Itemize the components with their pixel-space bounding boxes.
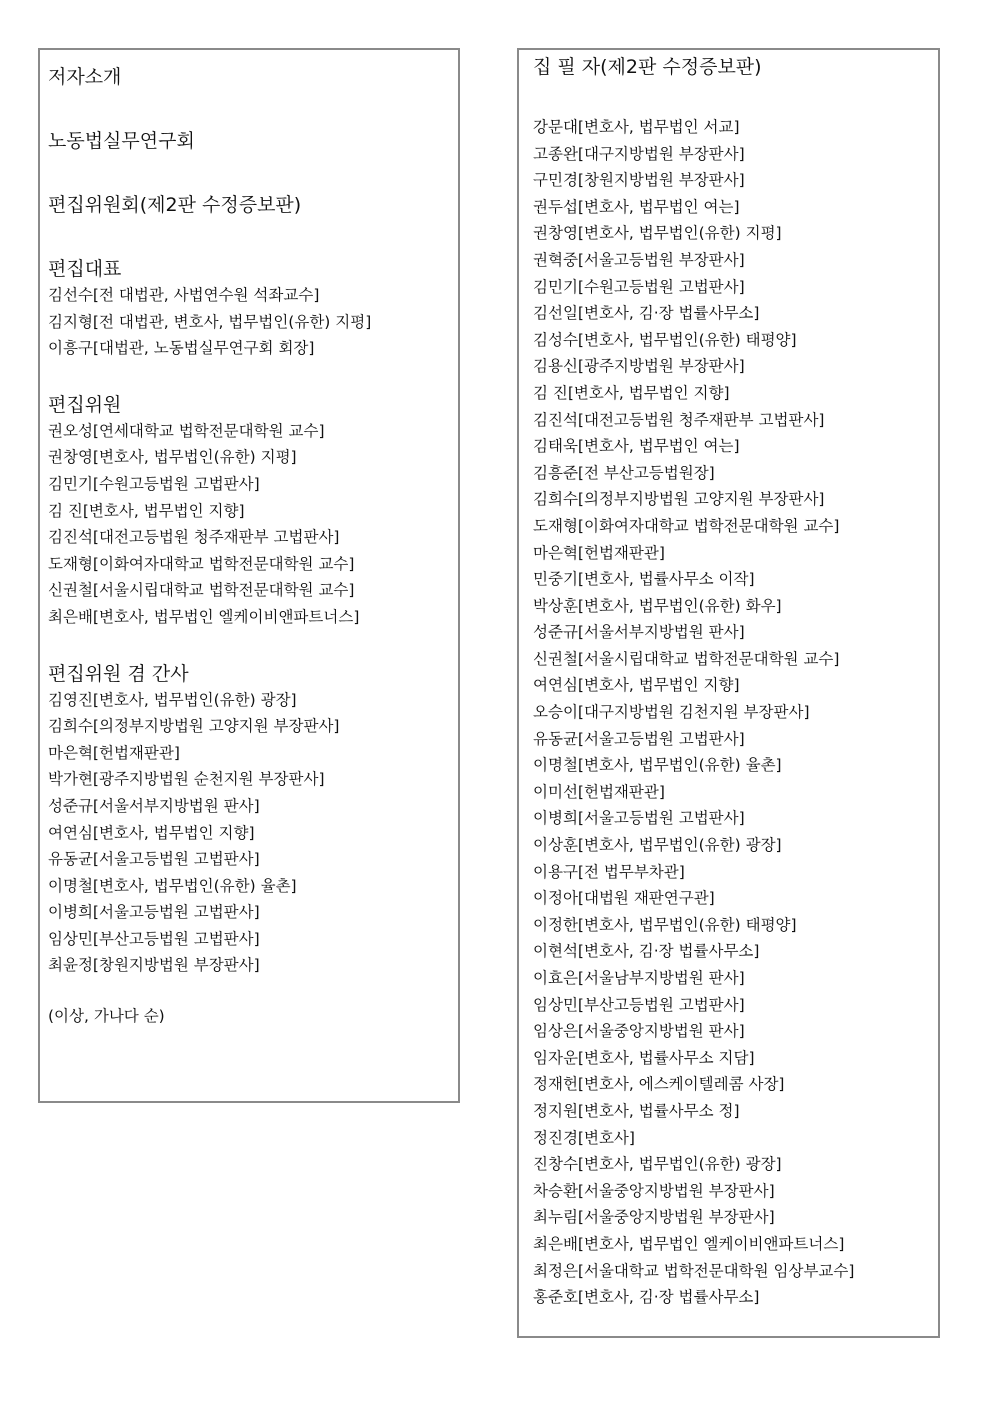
list-item: 신권철[서울시립대학교 법학전문대학원 교수]	[48, 581, 355, 600]
list-item: 최정은[서울대학교 법학전문대학원 임상부교수]	[533, 1261, 855, 1280]
list-item: 이병희[서울고등법원 고법판사]	[533, 809, 745, 828]
list-item: 마은혁[헌법재판관]	[48, 743, 180, 762]
editors-in-chief-list	[48, 282, 458, 362]
committee-title: 편집위원회(제2판 수정증보판)	[48, 194, 302, 216]
writers-list	[533, 114, 854, 1311]
list-item: 이현석[변호사, 김·장 법률사무소]	[533, 942, 760, 961]
list-item: 홍준호[변호사, 김·장 법률사무소]	[533, 1288, 760, 1307]
list-item: 권창영[변호사, 법무법인(유한) 지평]	[533, 224, 782, 243]
writers-title: 집 필 자(제2판 수정증보판)	[533, 56, 762, 78]
list-item: 이용구[전 법무부차관]	[533, 862, 685, 881]
list-item: 신권철[서울시립대학교 법학전문대학원 교수]	[533, 649, 840, 668]
list-item: 이상훈[변호사, 법무법인(유한) 광장]	[533, 836, 782, 855]
list-item: 구민경[창원지방법원 부장판사]	[533, 171, 745, 190]
list-item: 최은배[변호사, 법무법인 엘케이비앤파트너스]	[533, 1234, 845, 1253]
list-item: 최은배[변호사, 법무법인 엘케이비앤파트너스]	[48, 607, 360, 626]
list-item: 유동균[서울고등법원 고법판사]	[48, 850, 260, 869]
section-title-editors: 편집위원	[48, 393, 122, 416]
list-item: 임자운[변호사, 법률사무소 지담]	[533, 1048, 755, 1067]
list-item: 여연심[변호사, 법무법인 지향]	[533, 676, 740, 695]
list-item: 김 진[변호사, 법무법인 지향]	[533, 383, 730, 402]
list-item: 이병희[서울고등법원 고법판사]	[48, 903, 260, 922]
list-item: 김용신[광주지방법원 부장판사]	[533, 357, 745, 376]
list-item: 오승이[대구지방법원 김천지원 부장판사]	[533, 703, 810, 722]
list-item: 김 진[변호사, 법무법인 지향]	[48, 501, 245, 520]
list-item: 이흥구[대법관, 노동법실무연구회 회장]	[48, 339, 315, 358]
list-item: 강문대[변호사, 법무법인 서교]	[533, 118, 740, 136]
list-item: 이효은[서울남부지방법원 판사]	[533, 969, 745, 987]
list-item: 김진석[대전고등법원 청주재판부 고법판사]	[533, 410, 825, 429]
list-item: 김성수[변호사, 법무법인(유한) 태평양]	[533, 330, 797, 349]
list-item: 이정아[대법원 재판연구관]	[533, 889, 715, 908]
list-item: 김흥준[전 부산고등법원장]	[533, 463, 715, 482]
list-item: 임상민[부산고등법원 고법판사]	[533, 995, 745, 1014]
list-item: 성준규[서울서부지방법원 판사]	[48, 796, 260, 815]
list-item: 김희수[의정부지방법원 고양지원 부장판사]	[533, 490, 825, 509]
list-item: 이명철[변호사, 법무법인(유한) 율촌]	[533, 756, 782, 775]
ordering-note: (이상, 가나다 순)	[48, 1007, 165, 1026]
list-item: 정지원[변호사, 법률사무소 정]	[533, 1101, 740, 1120]
list-item: 정진경[변호사]	[533, 1128, 635, 1147]
section-title-editors-in-chief: 편집대표	[48, 258, 122, 280]
list-item: 최윤정[창원지방법원 부장판사]	[48, 956, 260, 975]
list-item: 이명철[변호사, 법무법인(유한) 율촌]	[48, 876, 297, 895]
list-item: 김지형[전 대법관, 변호사, 법무법인(유한) 지평]	[48, 312, 372, 331]
list-item: 마은혁[헌법재판관]	[533, 543, 665, 562]
list-item: 김영진[변호사, 법무법인(유한) 광장]	[48, 690, 297, 709]
list-item: 진창수[변호사, 법무법인(유한) 광장]	[533, 1155, 782, 1174]
list-item: 권혁중[서울고등법원 부장판사]	[533, 250, 745, 269]
list-item: 김민기[수원고등법원 고법판사]	[48, 474, 260, 493]
list-item: 여연심[변호사, 법무법인 지향]	[48, 823, 255, 842]
list-item: 차승환[서울중앙지방법원 부장판사]	[533, 1181, 775, 1200]
list-item: 임상민[부산고등법원 고법판사]	[48, 929, 260, 948]
list-item: 민중기[변호사, 법률사무소 이작]	[533, 570, 755, 589]
list-item: 유동균[서울고등법원 고법판사]	[533, 729, 745, 748]
section-title-editors-secretaries: 편집위원 겸 간사	[48, 662, 189, 685]
list-item: 이미선[헌법재판관]	[533, 782, 665, 801]
author-intro-title: 저자소개	[48, 66, 122, 88]
list-item: 박가현[광주지방법원 순천지원 부장판사]	[48, 770, 325, 789]
list-item: 김선일[변호사, 김·장 법률사무소]	[533, 304, 760, 323]
list-item: 최누림[서울중앙지방법원 부장판사]	[533, 1208, 775, 1227]
list-item: 권오성[연세대학교 법학전문대학원 교수]	[48, 421, 325, 440]
list-item: 김진석[대전고등법원 청주재판부 고법판사]	[48, 528, 340, 547]
author-intro-box	[38, 48, 460, 1103]
list-item: 정재헌[변호사, 에스케이텔레콤 사장]	[533, 1075, 785, 1094]
editors-secretaries-list	[48, 687, 458, 980]
editors-list	[48, 418, 458, 631]
list-item: 성준규[서울서부지방법원 판사]	[533, 623, 745, 642]
list-item: 권두섭[변호사, 법무법인 여는]	[533, 197, 740, 216]
list-item: 김민기[수원고등법원 고법판사]	[533, 277, 745, 296]
list-item: 이정한[변호사, 법무법인(유한) 태평양]	[533, 915, 797, 934]
list-item: 도재형[이화여자대학교 법학전문대학원 교수]	[533, 516, 840, 535]
list-item: 박상훈[변호사, 법무법인(유한) 화우]	[533, 596, 782, 615]
list-item: 임상은[서울중앙지방법원 판사]	[533, 1022, 745, 1041]
list-item: 김선수[전 대법관, 사법연수원 석좌교수]	[48, 286, 320, 304]
writers-box	[517, 48, 940, 1338]
org-name: 노동법실무연구회	[48, 130, 195, 152]
list-item: 고종완[대구지방법원 부장판사]	[533, 144, 745, 163]
list-item: 김희수[의정부지방법원 고양지원 부장판사]	[48, 717, 340, 736]
list-item: 김태욱[변호사, 법무법인 여는]	[533, 437, 740, 456]
list-item: 권창영[변호사, 법무법인(유한) 지평]	[48, 448, 297, 467]
list-item: 도재형[이화여자대학교 법학전문대학원 교수]	[48, 554, 355, 573]
